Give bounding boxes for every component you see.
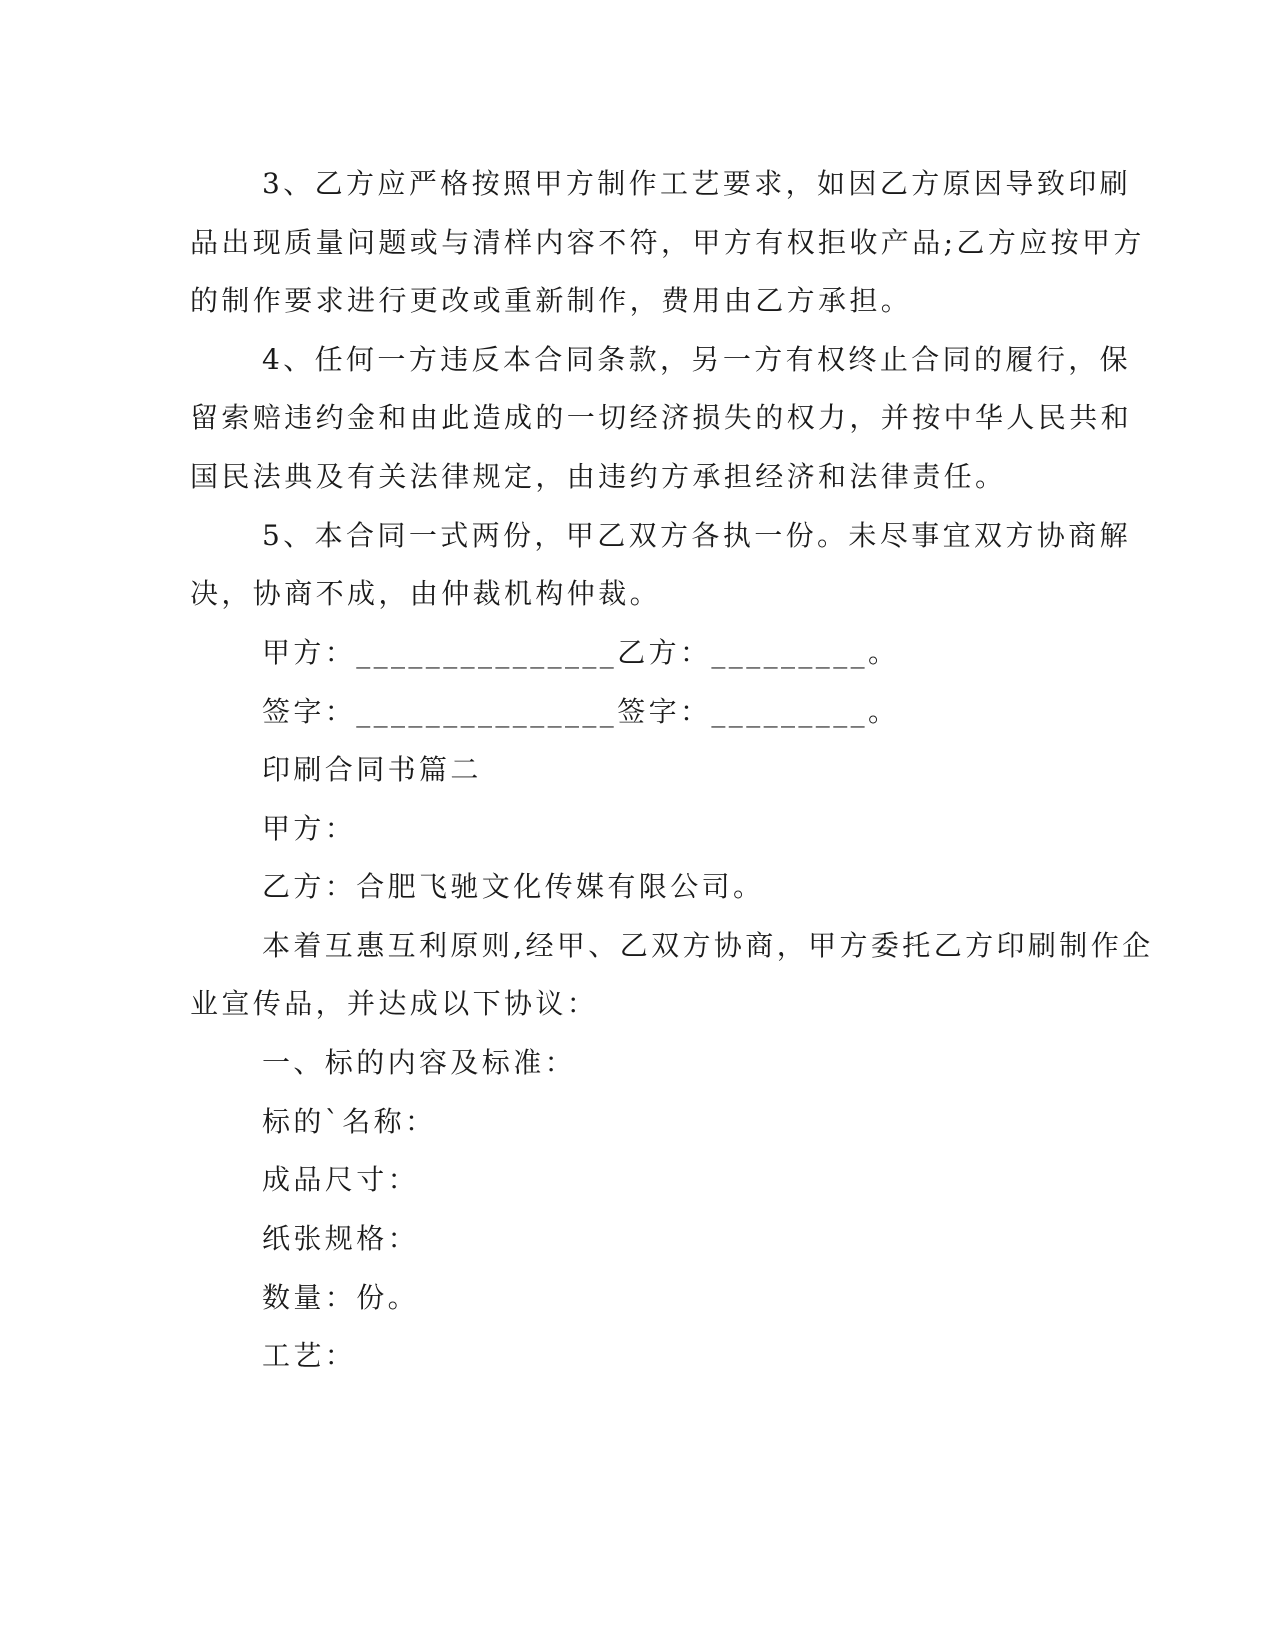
clause-4-line-2: 留索赔违约金和由此造成的一切经济损失的权力，并按中华人民共和 bbox=[190, 401, 1133, 434]
clause-3-line-2: 品出现质量问题或与清样内容不符，甲方有权拒收产品;乙方应按甲方 bbox=[190, 226, 1145, 259]
party-signature-line: 甲方：_______________乙方：_________。 bbox=[262, 636, 900, 669]
clause-4-line-3: 国民法典及有关法律规定，由违约方承担经济和法律责任。 bbox=[190, 460, 1007, 493]
party-a-line: 甲方： bbox=[262, 812, 357, 845]
paper-spec-field: 纸张规格： bbox=[262, 1222, 420, 1255]
clause-5-line-1: 5、本合同一式两份，甲乙双方各执一份。未尽事宜双方协商解 bbox=[262, 519, 1132, 552]
craft-field: 工艺： bbox=[262, 1339, 357, 1372]
finished-size-field: 成品尺寸： bbox=[262, 1163, 420, 1196]
signature-line: 签字：_______________签字：_________。 bbox=[262, 695, 900, 728]
clause-3-line-3: 的制作要求进行更改或重新制作，费用由乙方承担。 bbox=[190, 284, 913, 317]
preamble-line-1: 本着互惠互利原则,经甲、乙双方协商，甲方委托乙方印刷制作企 bbox=[262, 929, 1154, 962]
clause-4-line-1: 4、任何一方违反本合同条款，另一方有权终止合同的履行，保 bbox=[262, 343, 1132, 376]
clause-5-line-2: 决，协商不成，由仲裁机构仲裁。 bbox=[190, 577, 662, 610]
item-name-field: 标的`名称： bbox=[262, 1105, 437, 1138]
article-1-heading: 一、标的内容及标准： bbox=[262, 1046, 577, 1079]
section-heading: 印刷合同书篇二 bbox=[262, 753, 482, 786]
preamble-line-2: 业宣传品，并达成以下协议： bbox=[190, 987, 599, 1020]
party-b-line: 乙方：合肥飞驰文化传媒有限公司。 bbox=[262, 870, 765, 903]
clause-3-line-1: 3、乙方应严格按照甲方制作工艺要求，如因乙方原因导致印刷 bbox=[262, 167, 1132, 200]
quantity-field: 数量：份。 bbox=[262, 1281, 420, 1314]
